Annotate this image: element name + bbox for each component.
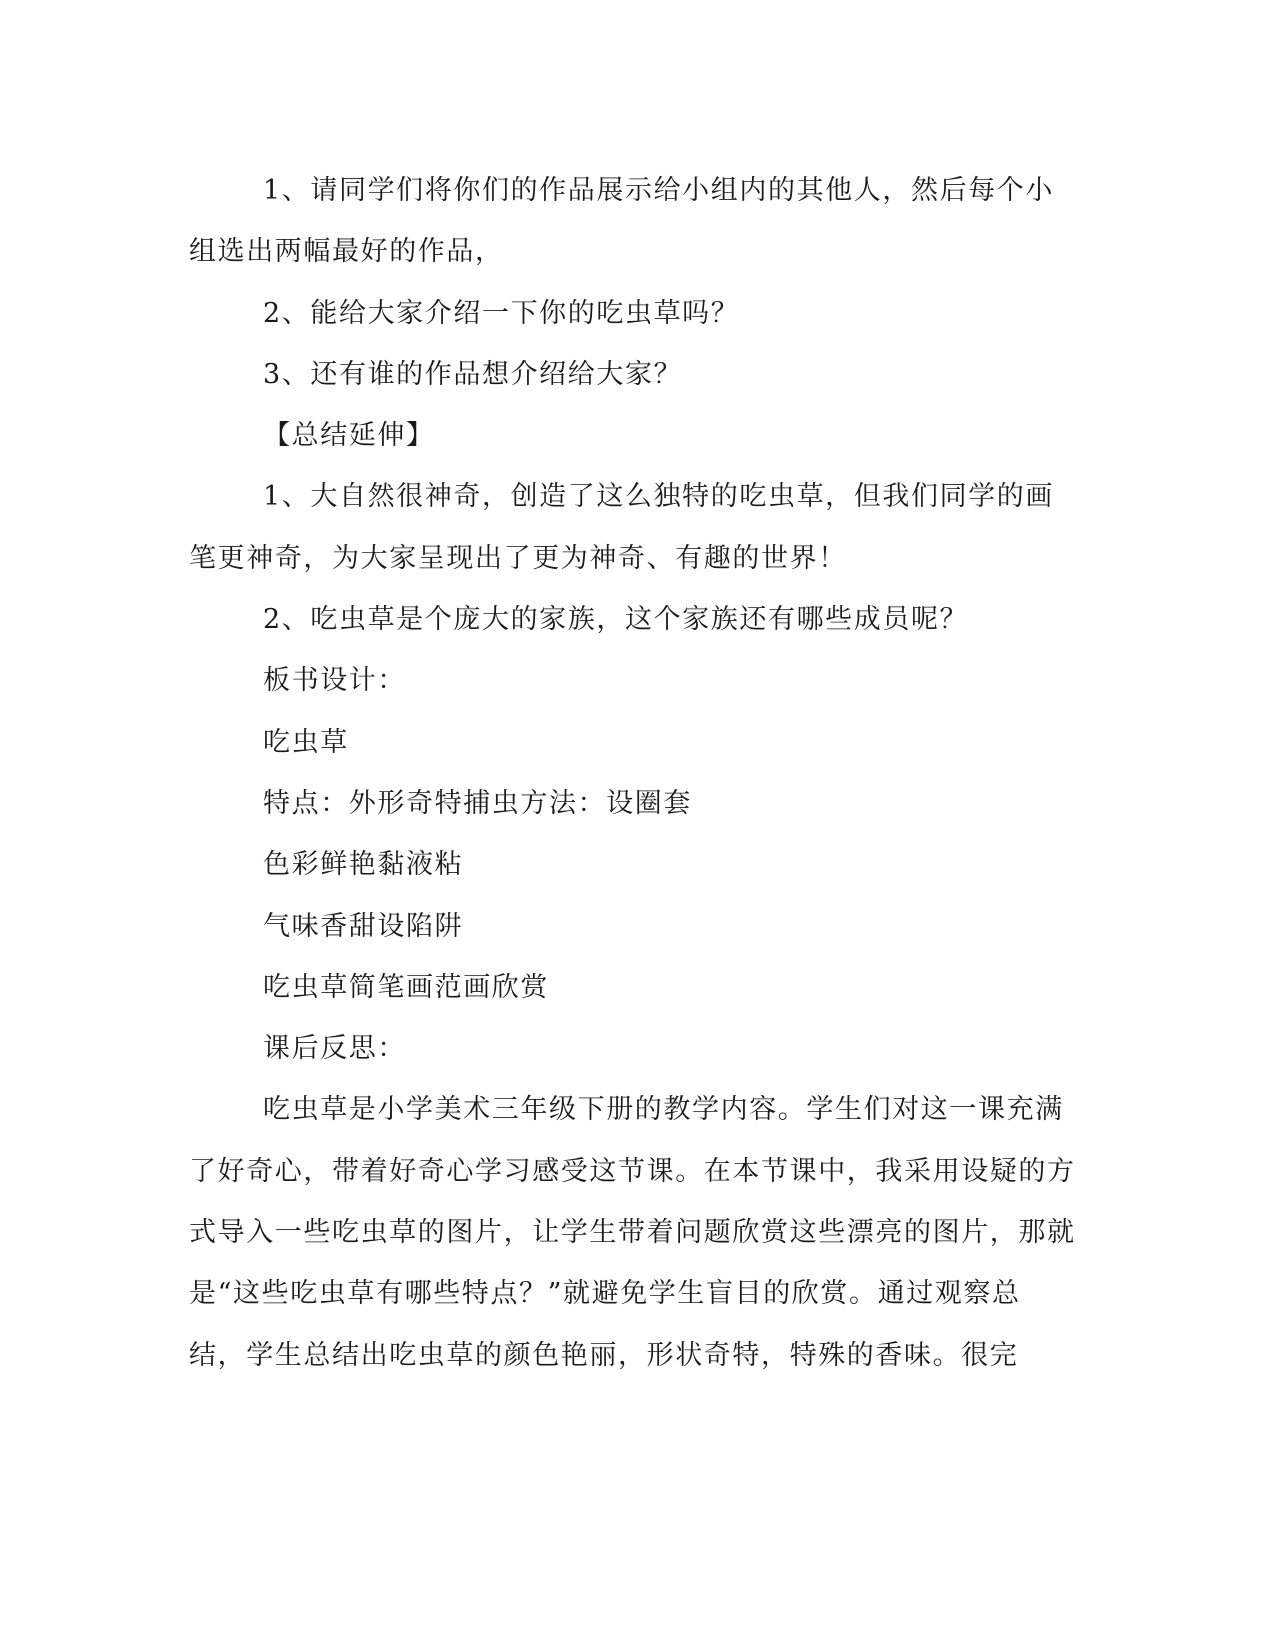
paragraph-family-members: 2、吃虫草是个庞大的家族，这个家族还有哪些成员呢？ bbox=[263, 604, 969, 636]
paragraph-introduce-plant: 2、能给大家介绍一下你的吃虫草吗？ bbox=[263, 297, 740, 329]
paragraph-nature-wonder: 1、大自然很神奇，创造了这么独特的吃虫草，但我们同学的画笔更神奇，为大家呈现出了更为神奇、有趣的世界！ bbox=[189, 481, 1054, 574]
board-line-features: 特点：外形奇特捕虫方法：设圈套 bbox=[263, 787, 692, 819]
reflection-label: 课后反思： bbox=[263, 1033, 406, 1065]
board-line-sketch: 吃虫草简笔画范画欣赏 bbox=[263, 971, 549, 1003]
board-line-smell: 气味香甜设陷阱 bbox=[263, 910, 464, 942]
board-design-label: 板书设计： bbox=[263, 665, 406, 697]
document-body bbox=[189, 160, 1077, 1386]
board-line-color: 色彩鲜艳黏液粘 bbox=[263, 849, 464, 881]
board-title: 吃虫草 bbox=[263, 726, 349, 758]
paragraph-reflection: 吃虫草是小学美术三年级下册的教学内容。学生们对这一课充满了好奇心，带着好奇心学习感受这节课。在本节课中，我采用设疑的方式导入一些吃虫草的图片，让学生带着问题欣赏这些漂亮的图片，那就是“这些吃虫草有哪些特点？”就避免学生盲目的欣赏。通过观察总结，学生总结出吃虫草的颜色艳丽，形状奇特，特殊的香味。很完 bbox=[189, 1094, 1076, 1371]
paragraph-who-else: 3、还有谁的作品想介绍给大家？ bbox=[263, 358, 683, 390]
paragraph-share-works: 1、请同学们将你们的作品展示给小组内的其他人，然后每个小组选出两幅最好的作品， bbox=[189, 175, 1054, 268]
section-heading-summary: 【总结延伸】 bbox=[263, 420, 435, 452]
